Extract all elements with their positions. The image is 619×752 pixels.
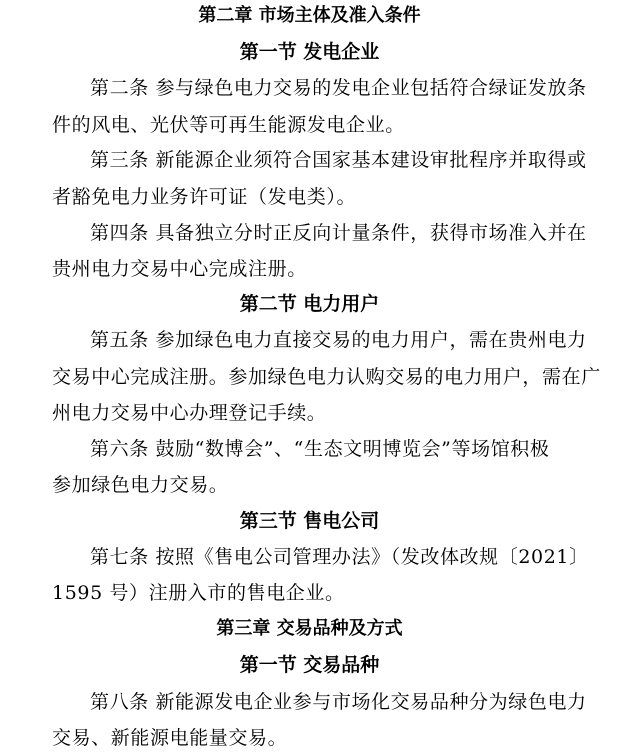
article-3-line-2: 者豁免电力业务许可证（发电类）。 [52,186,357,208]
article-4-line-2: 贵州电力交易中心完成注册。 [52,258,307,280]
article-5-line-2: 交易中心完成注册。参加绿色电力认购交易的电力用户，需在广 [52,366,601,388]
article-7-line-1: 第七条 按照《售电公司管理办法》（发改体改规〔2021〕 [90,546,589,568]
article-5-line-3: 州电力交易中心办理登记手续。 [52,402,327,424]
article-8-line-2: 交易、新能源电能量交易。 [52,727,288,749]
article-6-line-2: 参加绿色电力交易。 [52,474,229,496]
section-2-title: 第二节 电力用户 [239,293,380,315]
chapter-3-section-1-title: 第一节 交易品种 [239,654,380,676]
article-2-line-2: 件的风电、光伏等可再生能源发电企业。 [52,114,405,136]
chapter-3-title: 第三章 交易品种及方式 [216,618,403,639]
article-2-line-1: 第二条 参与绿色电力交易的发电企业包括符合绿证发放条 [90,77,587,99]
article-6-line-1: 第六条 鼓励“数博会”、“生态文明博览会”等场馆积极 [90,438,550,460]
article-4-line-1: 第四条 具备独立分时正反向计量条件，获得市场准入并在 [90,222,587,244]
article-8-line-1: 第八条 新能源发电企业参与市场化交易品种分为绿色电力 [90,691,587,713]
article-3-line-1: 第三条 新能源企业须符合国家基本建设审批程序并取得或 [90,149,587,171]
section-1-title: 第一节 发电企业 [239,41,380,63]
section-3-title: 第三节 售电公司 [239,510,380,532]
chapter-2-title: 第二章 市场主体及准入条件 [198,5,421,26]
article-7-line-2: 1595 号）注册入市的售电企业。 [52,582,345,604]
article-5-line-1: 第五条 参加绿色电力直接交易的电力用户，需在贵州电力 [90,329,587,351]
